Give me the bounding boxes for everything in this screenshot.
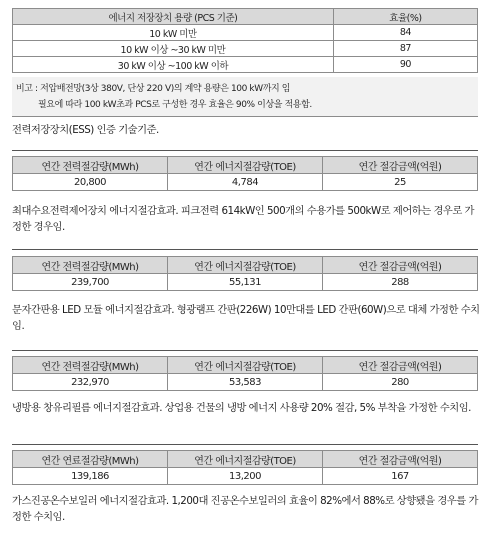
savings-table-block bbox=[12, 256, 478, 291]
header-cell: 에너지 저장장치 용량 (PCS 기준) bbox=[13, 9, 334, 25]
value-cell: 280 bbox=[323, 374, 478, 391]
table-row bbox=[13, 174, 478, 191]
efficiency-table bbox=[12, 8, 478, 73]
header-cell: 연간 에너지절감량(TOE) bbox=[168, 157, 323, 174]
table-header-row bbox=[13, 451, 478, 468]
header-cell: 효율(%) bbox=[333, 9, 477, 25]
header-cell: 연간 전력절감량(MWh) bbox=[13, 257, 168, 274]
divider bbox=[12, 249, 478, 250]
efficiency-cell: 84 bbox=[333, 25, 477, 41]
capacity-cell: 30 kW 이상 ~100 kW 이하 bbox=[13, 57, 334, 73]
savings-table bbox=[12, 256, 478, 291]
capacity-cell: 10 kW 미만 bbox=[13, 25, 334, 41]
value-cell: 25 bbox=[323, 174, 478, 191]
value-cell: 13,200 bbox=[168, 468, 323, 485]
value-cell: 167 bbox=[323, 468, 478, 485]
savings-table bbox=[12, 356, 478, 391]
header-cell: 연간 절감금액(억원) bbox=[323, 257, 478, 274]
caption: 최대수요전력제어장치 에너지절감효과. 피크전력 614kW인 500개의 수용가를 500kW로 제어하는 경우로 가정한 경우임. bbox=[12, 205, 475, 233]
savings-table bbox=[12, 450, 478, 485]
caption: 문자간판용 LED 모듈 에너지절감효과. 형광램프 간판(226W) 10만대를 LED 간판(60W)으로 대체 가정한 수치임. bbox=[12, 304, 480, 332]
note-line: 필요에 따라 100 kW초과 PCS로 구성한 경우 효율은 90% 이상을 적용함. bbox=[38, 100, 312, 110]
header-cell: 연간 절감금액(억원) bbox=[323, 157, 478, 174]
efficiency-cell: 87 bbox=[333, 41, 477, 57]
table-header-row bbox=[13, 357, 478, 374]
value-cell: 20,800 bbox=[13, 174, 168, 191]
value-cell: 232,970 bbox=[13, 374, 168, 391]
savings-table bbox=[12, 156, 478, 191]
table-row bbox=[13, 274, 478, 291]
savings-table-block bbox=[12, 450, 478, 485]
efficiency-table-block bbox=[12, 8, 478, 73]
value-cell: 4,784 bbox=[168, 174, 323, 191]
header-cell: 연간 전력절감량(MWh) bbox=[13, 357, 168, 374]
table-row bbox=[13, 41, 478, 57]
note-line: 비고 : 저압배전망(3상 380V, 단상 220 V)의 계약 용량은 100 kW까지 임 bbox=[16, 84, 291, 94]
table-row bbox=[13, 25, 478, 41]
capacity-cell: 10 kW 이상 ~30 kW 미만 bbox=[13, 41, 334, 57]
caption: 냉방용 창유리필름 에너지절감효과. 상업용 건물의 냉방 에너지 사용량 20% 절감, 5% 부착을 가정한 수치임. bbox=[12, 402, 471, 414]
header-cell: 연간 에너지절감량(TOE) bbox=[168, 451, 323, 468]
efficiency-cell: 90 bbox=[333, 57, 477, 73]
value-cell: 288 bbox=[323, 274, 478, 291]
value-cell: 53,583 bbox=[168, 374, 323, 391]
value-cell: 139,186 bbox=[13, 468, 168, 485]
divider bbox=[12, 444, 478, 445]
savings-table-block bbox=[12, 356, 478, 391]
divider bbox=[12, 350, 478, 351]
table-row bbox=[13, 468, 478, 485]
efficiency-note bbox=[12, 77, 478, 117]
table-row bbox=[13, 57, 478, 73]
table-header-row bbox=[13, 9, 478, 25]
value-cell: 239,700 bbox=[13, 274, 168, 291]
value-cell: 55,131 bbox=[168, 274, 323, 291]
savings-table-block bbox=[12, 156, 478, 191]
header-cell: 연간 에너지절감량(TOE) bbox=[168, 357, 323, 374]
table-row bbox=[13, 374, 478, 391]
header-cell: 연간 연료절감량(MWh) bbox=[13, 451, 168, 468]
divider bbox=[12, 150, 478, 151]
table-header-row bbox=[13, 157, 478, 174]
header-cell: 연간 전력절감량(MWh) bbox=[13, 157, 168, 174]
header-cell: 연간 절감금액(억원) bbox=[323, 451, 478, 468]
header-cell: 연간 에너지절감량(TOE) bbox=[168, 257, 323, 274]
table-header-row bbox=[13, 257, 478, 274]
header-cell: 연간 절감금액(억원) bbox=[323, 357, 478, 374]
caption: 전력저장장치(ESS) 인증 기술기준. bbox=[12, 124, 159, 136]
caption: 가스진공온수보일러 에너지절감효과. 1,200대 진공온수보일러의 효율이 82%에서 88%로 상향됐을 경우를 가정한 수치임. bbox=[12, 495, 478, 523]
